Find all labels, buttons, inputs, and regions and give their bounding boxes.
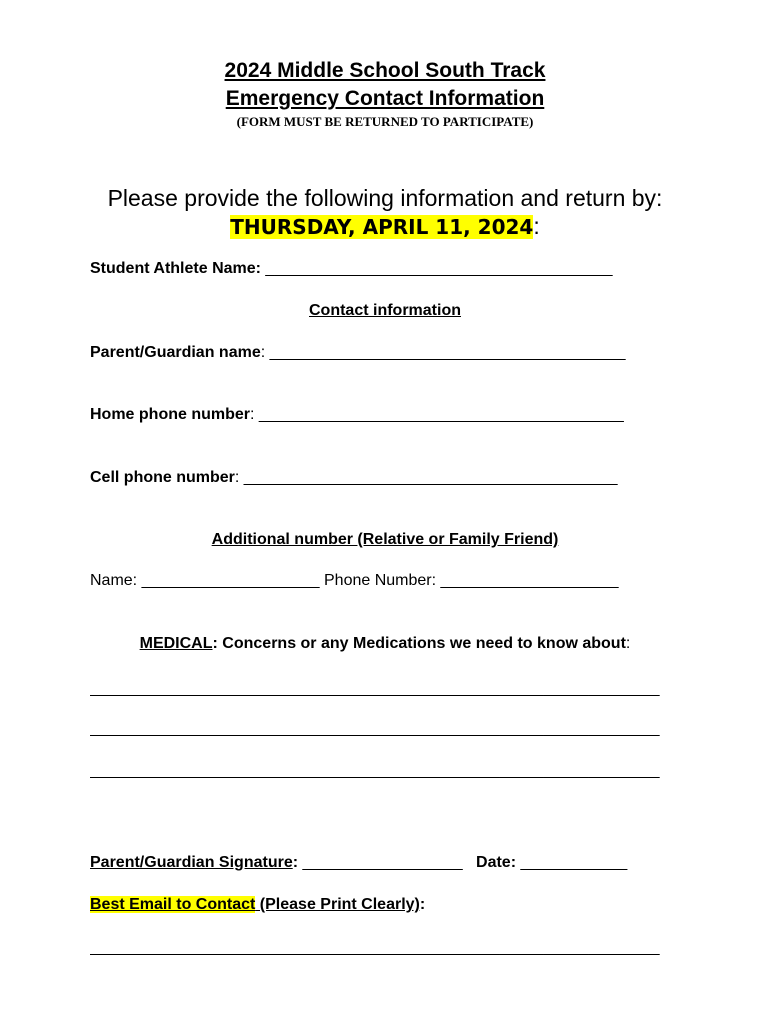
parent-name-blank[interactable]: ________________________________________	[269, 344, 626, 361]
email-colon: :	[419, 896, 426, 913]
signature-colon: :	[292, 854, 303, 871]
contact-info-heading: Contact information	[309, 302, 461, 319]
additional-name-label: Name:	[90, 572, 142, 589]
additional-phone-label: Phone Number:	[319, 572, 441, 589]
medical-text: : Concerns or any Medications we need to know about	[212, 635, 626, 652]
medical-label: MEDICAL	[139, 635, 213, 652]
parent-name-field[interactable]	[90, 344, 626, 362]
additional-contact-row[interactable]	[90, 572, 618, 590]
date-label: Date:	[462, 854, 521, 871]
email-heading	[90, 896, 425, 914]
parent-name-colon: :	[260, 344, 270, 361]
student-name-blank[interactable]: _______________________________________	[265, 260, 613, 277]
signature-label: Parent/Guardian Signature	[90, 854, 293, 871]
instructions-text: Please provide the following information and return by:	[107, 185, 663, 211]
cell-phone-label: Cell phone number	[90, 469, 235, 486]
signature-blank[interactable]: __________________	[302, 854, 463, 871]
email-note: (Please Print Clearly)	[255, 896, 420, 913]
form-title-line1: 2024 Middle School South Track	[224, 59, 546, 82]
deadline-date: THURSDAY, APRIL 11, 2024	[230, 215, 534, 239]
additional-phone-blank[interactable]: ____________________	[440, 572, 619, 589]
medical-line-1[interactable]: ________________________________________________________________	[90, 680, 660, 697]
deadline-line	[0, 213, 770, 240]
deadline-colon: :	[533, 213, 540, 239]
email-line[interactable]: ________________________________________________________________	[90, 939, 660, 956]
medical-line-3[interactable]: ________________________________________________________________	[90, 762, 660, 779]
home-phone-label: Home phone number	[90, 406, 251, 423]
parent-name-label: Parent/Guardian name	[90, 344, 261, 361]
home-phone-field[interactable]	[90, 406, 624, 424]
medical-heading	[0, 635, 770, 653]
medical-colon: :	[625, 635, 631, 652]
cell-phone-field[interactable]	[90, 469, 618, 487]
student-name-field[interactable]	[90, 260, 612, 278]
form-title-line2: Emergency Contact Information	[225, 87, 545, 110]
date-blank[interactable]: ____________	[520, 854, 628, 871]
form-subtitle: (FORM MUST BE RETURNED TO PARTICIPATE)	[236, 114, 534, 129]
additional-name-blank[interactable]: ____________________	[141, 572, 320, 589]
medical-line-2[interactable]: ________________________________________________________________	[90, 720, 660, 737]
signature-row[interactable]	[90, 854, 627, 872]
home-phone-blank[interactable]: _________________________________________	[258, 406, 624, 423]
home-phone-colon: :	[250, 406, 259, 423]
student-name-label: Student Athlete Name:	[90, 260, 266, 277]
cell-phone-colon: :	[234, 469, 244, 486]
cell-phone-blank[interactable]: __________________________________________	[243, 469, 618, 486]
additional-number-heading: Additional number (Relative or Family Friend)	[211, 531, 559, 548]
email-label: Best Email to Contact	[90, 896, 256, 913]
